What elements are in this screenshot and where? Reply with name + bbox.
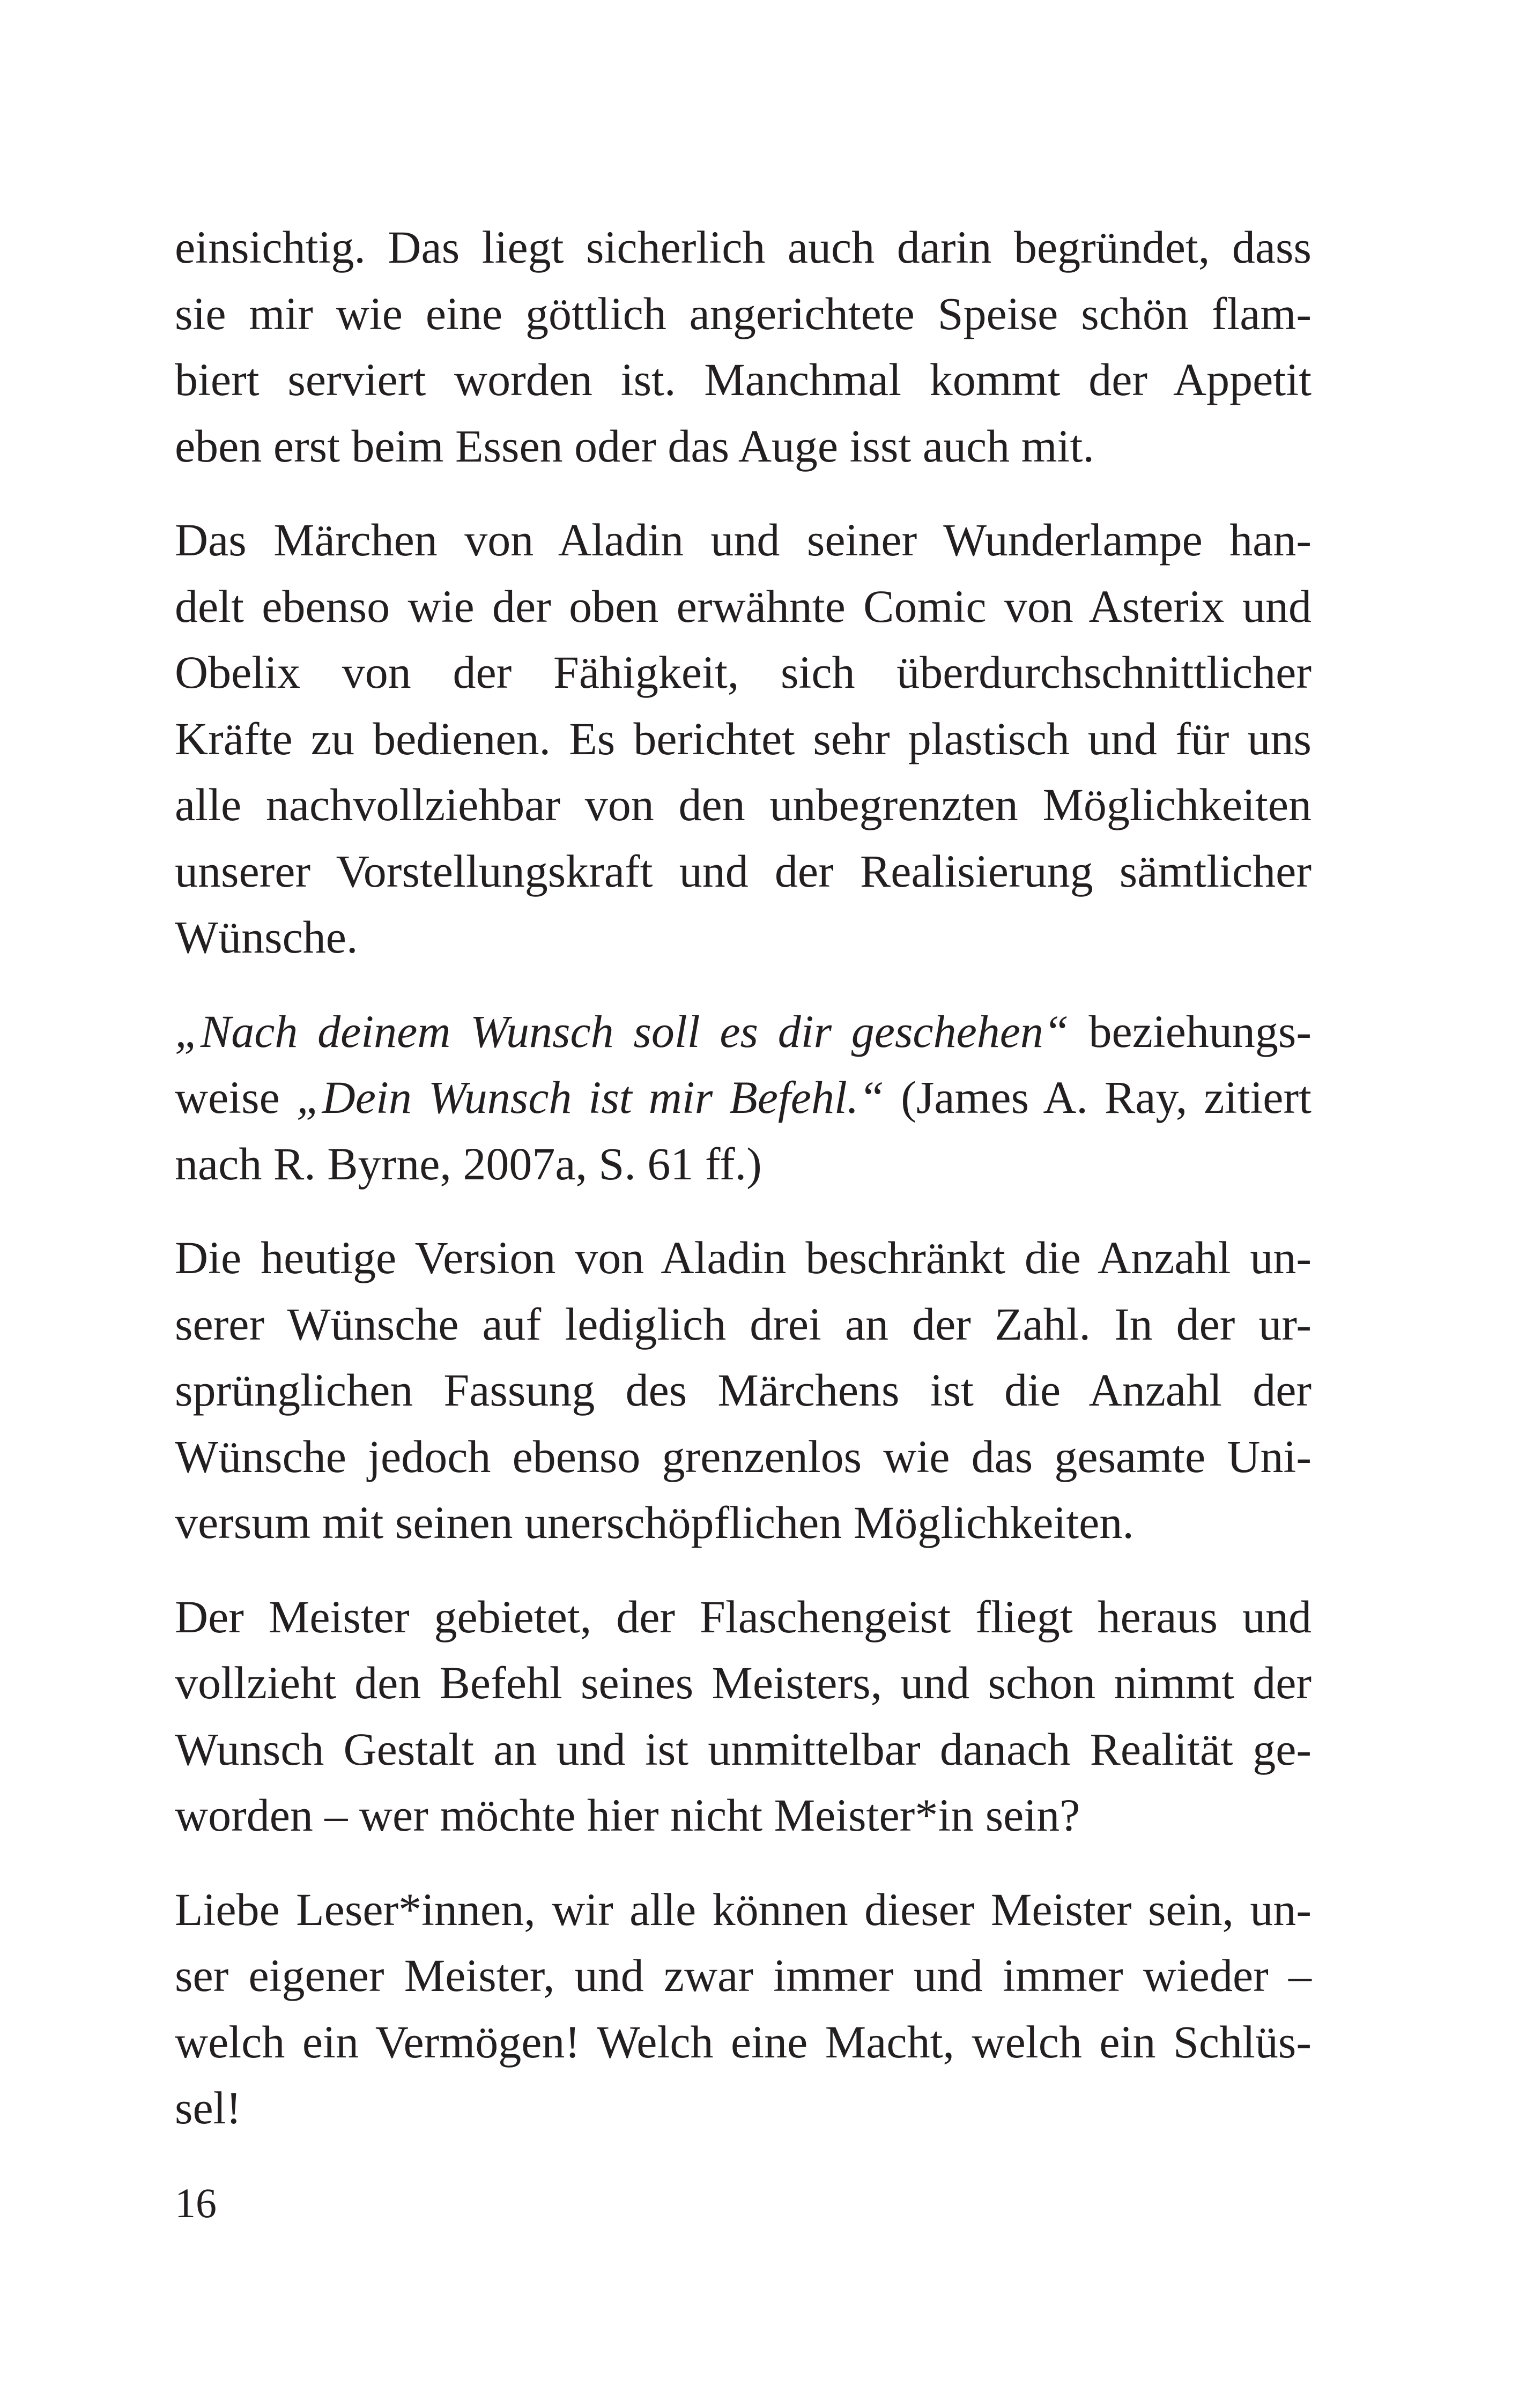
page-body [175, 214, 1311, 2142]
citation-text: (James A. Ray, zitiert [884, 1072, 1311, 1123]
text-line: Kräfte zu bedienen. Es berichtet sehr plastisch und für uns [175, 712, 1311, 764]
text-line: ser eigener Meister, und zwar immer und immer wieder – [175, 1950, 1311, 2001]
text-line: eben erst beim Essen oder das Auge isst auch mit. [175, 420, 1094, 472]
text-line: Wünsche jedoch ebenso grenzenlos wie das gesamte Uni- [175, 1430, 1311, 1482]
text-line: Die heutige Version von Aladin beschränkt die Anzahl un- [175, 1232, 1311, 1283]
text-line: unserer Vorstellungskraft und der Realisierung sämtlicher [175, 845, 1311, 897]
citation-line: nach R. Byrne, 2007a, S. 61 ff.) [175, 1138, 762, 1190]
text-line: Liebe Leser*innen, wir alle können dieser Meister sein, un- [175, 1883, 1311, 1935]
text-line: sel! [175, 2082, 242, 2134]
quote-text: „Dein Wunsch ist mir Befehl.“ [296, 1072, 885, 1123]
quote-text: „Nach deinem Wunsch soll es dir geschehen“ [175, 1005, 1069, 1057]
text-line: worden – wer möchte hier nicht Meister*in sein? [175, 1789, 1080, 1841]
text-line: serer Wünsche auf lediglich drei an der Zahl. In der ur- [175, 1298, 1311, 1350]
text-fragment: weise [175, 1072, 297, 1123]
page-number: 16 [175, 2180, 217, 2226]
text-line: welch ein Vermögen! Welch eine Macht, welch ein Schlüs- [175, 2016, 1311, 2068]
paragraph [175, 1225, 1311, 1556]
text-line [175, 1065, 1311, 1131]
text-line: delt ebenso wie der oben erwähnte Comic von Asterix und [175, 580, 1311, 632]
quotation-paragraph [175, 999, 1311, 1198]
text-line: vollzieht den Befehl seines Meisters, und schon nimmt der [175, 1657, 1311, 1708]
text-line: Das Märchen von Aladin und seiner Wunderlampe han- [175, 514, 1311, 566]
text-line: Wünsche. [175, 911, 358, 963]
text-line: Wunsch Gestalt an und ist unmittelbar danach Realität ge- [175, 1723, 1311, 1775]
text-line: Der Meister gebietet, der Flaschengeist fliegt heraus und [175, 1591, 1311, 1643]
paragraph [175, 507, 1311, 971]
text-line: sprünglichen Fassung des Märchens ist die Anzahl der [175, 1364, 1311, 1416]
text-line: sie mir wie eine göttlich angerichtete Speise schön flam- [175, 287, 1311, 339]
text-line [175, 999, 1311, 1065]
text-fragment: beziehungs- [1069, 1005, 1311, 1057]
paragraph [175, 1877, 1311, 2142]
text-line: alle nachvollziehbar von den unbegrenzten Möglichkeiten [175, 779, 1311, 830]
paragraph [175, 1584, 1311, 1849]
text-line: einsichtig. Das liegt sicherlich auch darin begründet, dass [175, 221, 1311, 273]
text-line: biert serviert worden ist. Manchmal kommt der Appetit [175, 354, 1311, 405]
paragraph [175, 214, 1311, 479]
text-line: versum mit seinen unerschöpflichen Möglichkeiten. [175, 1497, 1134, 1548]
text-line: Obelix von der Fähigkeit, sich überdurchschnittlicher [175, 646, 1311, 698]
